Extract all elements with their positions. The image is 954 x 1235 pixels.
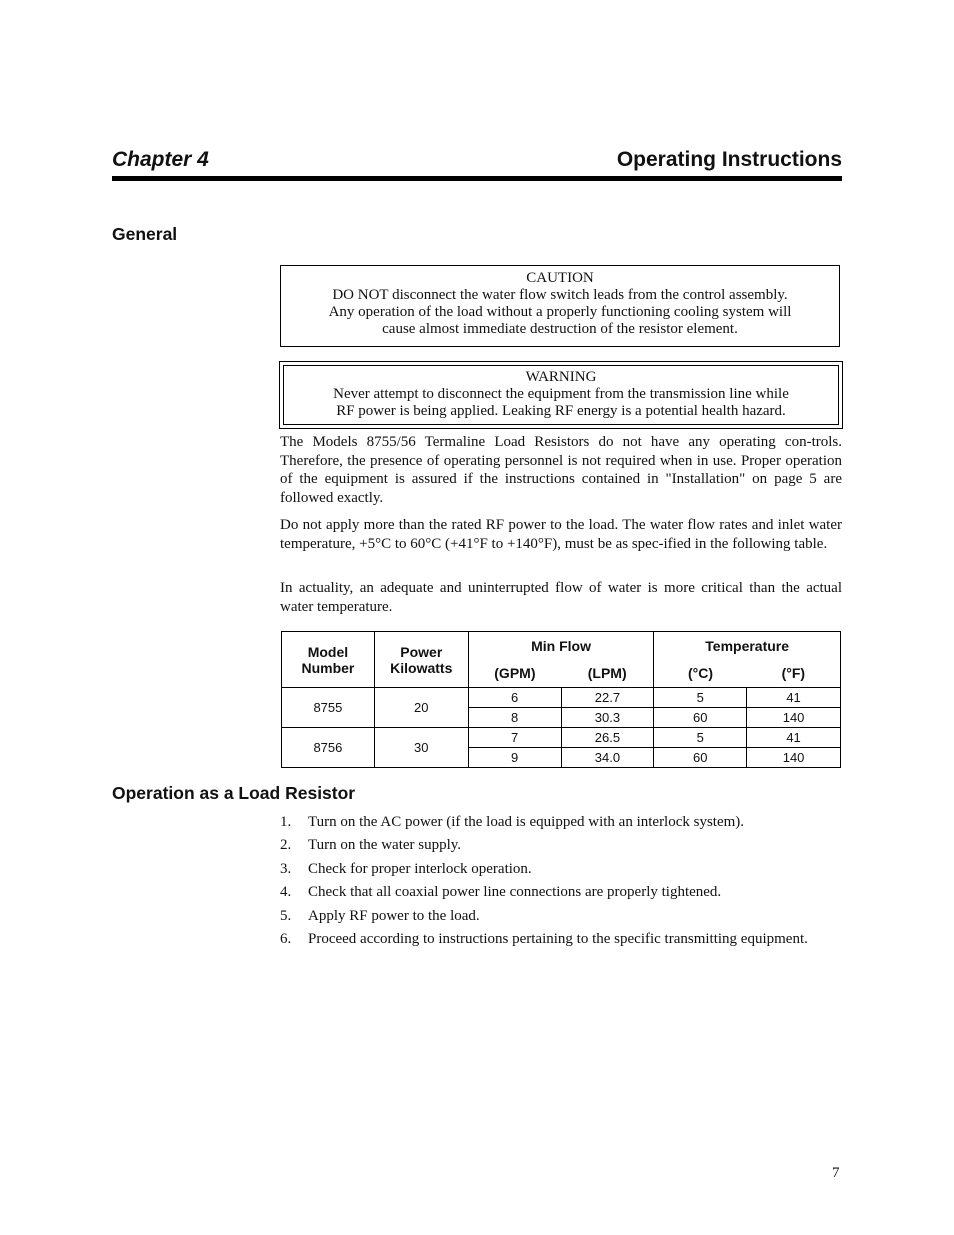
model-cell: 8755 xyxy=(282,688,375,728)
warning-line: Never attempt to disconnect the equipment from the transmission line while xyxy=(333,386,789,402)
chapter-header xyxy=(112,146,842,181)
power-cell: 20 xyxy=(374,688,468,728)
header-celsius: (°C) xyxy=(654,660,747,688)
celsius-cell: 60 xyxy=(654,708,747,728)
step-number: 3. xyxy=(280,860,292,877)
fahrenheit-cell: 140 xyxy=(747,748,841,768)
caution-box xyxy=(280,265,840,347)
header-model-number: Model Number xyxy=(282,632,375,688)
celsius-cell: 5 xyxy=(654,728,747,748)
step-text: Apply RF power to the load. xyxy=(308,907,480,924)
caution-line: DO NOT disconnect the water flow switch leads from the control assembly. xyxy=(332,287,788,303)
fahrenheit-cell: 41 xyxy=(747,728,841,748)
chapter-label: Chapter 4 xyxy=(112,148,209,171)
step-number: 2. xyxy=(280,837,292,854)
paragraph-operating-controls: The Models 8755/56 Termaline Load Resistors do not have any operating con-trols. Therefore, the presence of operating personnel is not required when in use. Proper operation of the equipment is assured if the instructions contained in "Installation" on page 5 are followed exactly. xyxy=(280,434,842,507)
warning-label: WARNING xyxy=(525,369,597,385)
paragraph-rated-power: Do not apply more than the rated RF power to the load. The water flow rates and inlet water temperature, +5°C to 60°C (+41°F to +140°F), must be as spec-ified in the following table. xyxy=(280,517,842,552)
lpm-cell: 22.7 xyxy=(561,688,654,708)
lpm-cell: 30.3 xyxy=(561,708,654,728)
celsius-cell: 5 xyxy=(654,688,747,708)
warning-line: RF power is being applied. Leaking RF energy is a potential health hazard. xyxy=(336,403,786,419)
list-item xyxy=(280,836,842,855)
operation-steps-list xyxy=(280,813,842,953)
lpm-cell: 26.5 xyxy=(561,728,654,748)
header-power-kilowatts: Power Kilowatts xyxy=(374,632,468,688)
gpm-cell: 7 xyxy=(468,728,561,748)
list-item xyxy=(280,883,842,902)
list-item xyxy=(280,813,842,832)
lpm-cell: 34.0 xyxy=(561,748,654,768)
header-temperature: Temperature xyxy=(654,632,841,660)
step-text: Turn on the water supply. xyxy=(308,837,462,854)
warning-inner-box xyxy=(283,365,839,425)
caution-line: Any operation of the load without a properly functioning cooling system will xyxy=(328,304,792,320)
step-number: 6. xyxy=(280,930,292,947)
fahrenheit-cell: 140 xyxy=(747,708,841,728)
header-fahrenheit: (°F) xyxy=(747,660,841,688)
header-min-flow: Min Flow xyxy=(468,632,654,660)
gpm-cell: 8 xyxy=(468,708,561,728)
caution-label: CAUTION xyxy=(526,270,594,286)
section-heading-operation: Operation as a Load Resistor xyxy=(112,783,356,803)
page-number: 7 xyxy=(832,1165,840,1181)
list-item xyxy=(280,860,842,879)
celsius-cell: 60 xyxy=(654,748,747,768)
table-row xyxy=(282,728,841,748)
flow-requirements-table xyxy=(281,631,841,768)
table-row xyxy=(282,688,841,708)
gpm-cell: 6 xyxy=(468,688,561,708)
step-text: Turn on the AC power (if the load is equipped with an interlock system). xyxy=(308,814,745,830)
caution-line: cause almost immediate destruction of the resistor element. xyxy=(382,321,738,337)
step-text: Check for proper interlock operation. xyxy=(308,860,532,877)
step-number: 5. xyxy=(280,907,292,924)
header-lpm: (LPM) xyxy=(561,660,654,688)
header-gpm: (GPM) xyxy=(468,660,561,688)
power-cell: 30 xyxy=(374,728,468,768)
gpm-cell: 9 xyxy=(468,748,561,768)
step-text: Proceed according to instructions pertaining to the specific transmitting equipment. xyxy=(308,930,808,947)
step-number: 1. xyxy=(280,814,292,830)
section-heading-general: General xyxy=(112,224,178,244)
chapter-title: Operating Instructions xyxy=(616,148,842,171)
list-item xyxy=(280,907,842,926)
warning-box xyxy=(279,361,843,429)
model-cell: 8756 xyxy=(282,728,375,768)
step-text: Check that all coaxial power line connections are properly tightened. xyxy=(308,884,722,901)
step-number: 4. xyxy=(280,884,292,901)
paragraph-water-flow: In actuality, an adequate and uninterrupted flow of water is more critical than the actual water temperature. xyxy=(280,580,842,615)
list-item xyxy=(280,930,842,949)
fahrenheit-cell: 41 xyxy=(747,688,841,708)
